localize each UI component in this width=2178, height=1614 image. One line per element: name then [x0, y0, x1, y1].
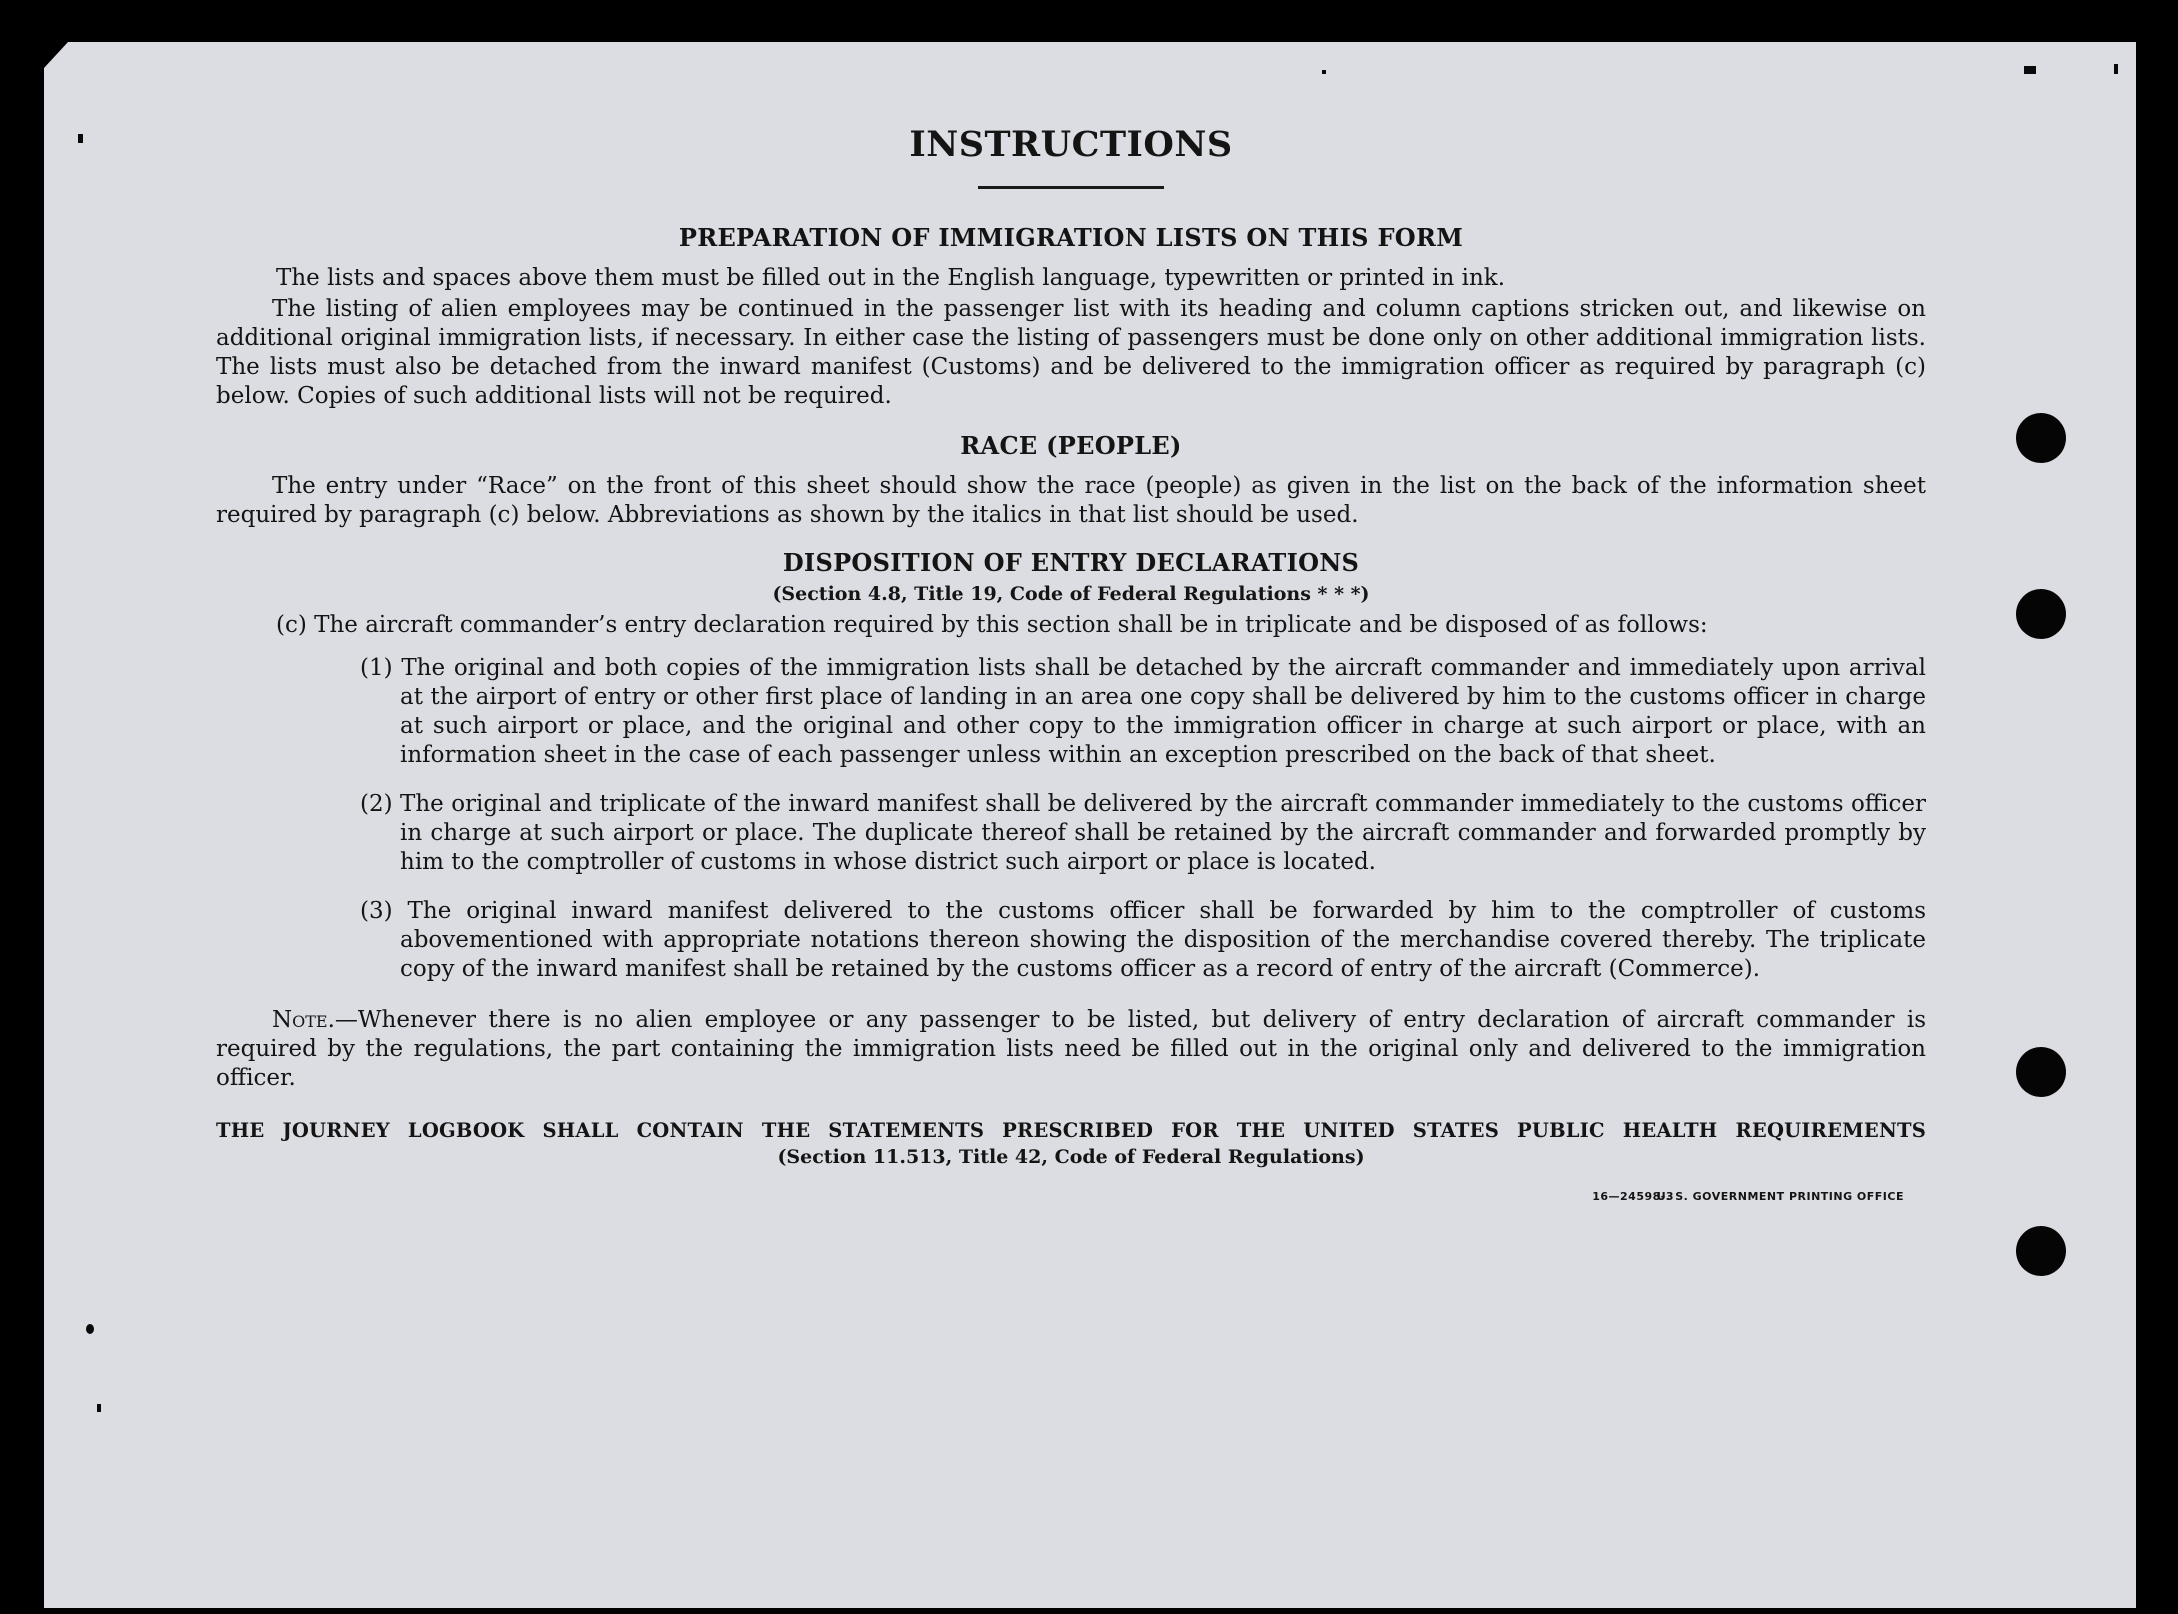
punch-hole	[2016, 589, 2066, 639]
scan-speck	[1322, 70, 1326, 74]
punch-hole	[2016, 413, 2066, 463]
heading-race: RACE (PEOPLE)	[960, 431, 1182, 460]
note-lead: Note.	[272, 1007, 335, 1033]
title-underline	[978, 186, 1164, 189]
punch-hole	[2016, 1047, 2066, 1097]
disposition-intro: (c) The aircraft commander’s entry declaration required by this section shall be in triplicate and be disposed of as follows:	[276, 612, 1708, 638]
footer	[216, 1180, 1926, 1220]
scan-speck	[2024, 66, 2036, 74]
scan-speck	[2114, 64, 2118, 74]
note-paragraph	[216, 1006, 1926, 1093]
scan-speck	[86, 1324, 94, 1334]
disposition-item-2: (2) The original and triplicate of the inward manifest shall be delivered by the aircraft commander immediately to the customs officer in charge at such airport or place. The duplicate thereof shall be retained by the aircraft commander and forwarded promptly by him to the comptroller of customs in whose district such airport or place is located.	[360, 791, 1926, 875]
scan-speck	[78, 134, 83, 143]
punch-hole	[2016, 1226, 2066, 1276]
instructions-content	[216, 120, 1926, 1220]
preparation-paragraph-1: The lists and spaces above them must be filled out in the English language, typewritten or printed in ink.	[276, 265, 1506, 291]
race-paragraph: The entry under “Race” on the front of this sheet should show the race (people) as given in the list on the back of the information sheet required by paragraph (c) below. Abbreviations as shown by the italics in that list should be used.	[216, 473, 1926, 528]
health-citation: (Section 11.513, Title 42, Code of Federal Regulations)	[777, 1146, 1365, 1168]
scan-speck	[97, 1404, 101, 1412]
health-requirements-line: THE JOURNEY LOGBOOK SHALL CONTAIN THE STATEMENTS PRESCRIBED FOR THE UNITED STATES PUBLIC HEALTH REQUIREMENTS	[216, 1119, 1926, 1142]
disposition-citation: (Section 4.8, Title 19, Code of Federal Regulations * * *)	[772, 583, 1370, 605]
heading-disposition: DISPOSITION OF ENTRY DECLARATIONS	[782, 548, 1360, 577]
disposition-item-3: (3) The original inward manifest delivered to the customs officer shall be forwarded by him to the comptroller of customs abovementioned with appropriate notations thereon showing the disposition of the merchandise covered thereby. The triplicate copy of the inward manifest shall be retained by the customs officer as a record of entry of the aircraft (Commerce).	[360, 898, 1926, 982]
preparation-paragraph-2: The listing of alien employees may be continued in the passenger list with its heading and column captions stricken out, and likewise on additional original immigration lists, if necessary. In either case the listing of passengers must be done only on other additional immigration lists. The lists must also be detached from the inward manifest (Customs) and be delivered to the immigration officer as required by paragraph (c) below. Copies of such additional lists will not be required.	[216, 296, 1926, 409]
heading-preparation: PREPARATION OF IMMIGRATION LISTS ON THIS FORM	[678, 223, 1464, 252]
disposition-item-1: (1) The original and both copies of the immigration lists shall be detached by the aircraft commander and immediately upon arrival at the airport of entry or other first place of landing in an area one copy shall be delivered by him to the customs officer in charge at such airport or place, and the original and other copy to the immigration officer in charge at such airport or place, with an information sheet in the case of each passenger unless within an exception prescribed on the back of that sheet.	[360, 655, 1926, 768]
form-number: 16—24598-3	[1592, 1190, 1674, 1203]
page-title: INSTRUCTIONS	[909, 124, 1233, 165]
printer-imprint: U. S. GOVERNMENT PRINTING OFFICE	[1656, 1190, 1904, 1203]
note-text: —Whenever there is no alien employee or any passenger to be listed, but delivery of entry declaration of aircraft commander is required by the regulations, the part containing the immigration lists need be filled out in the original only and delivered to the immigration officer.	[216, 1007, 1926, 1091]
